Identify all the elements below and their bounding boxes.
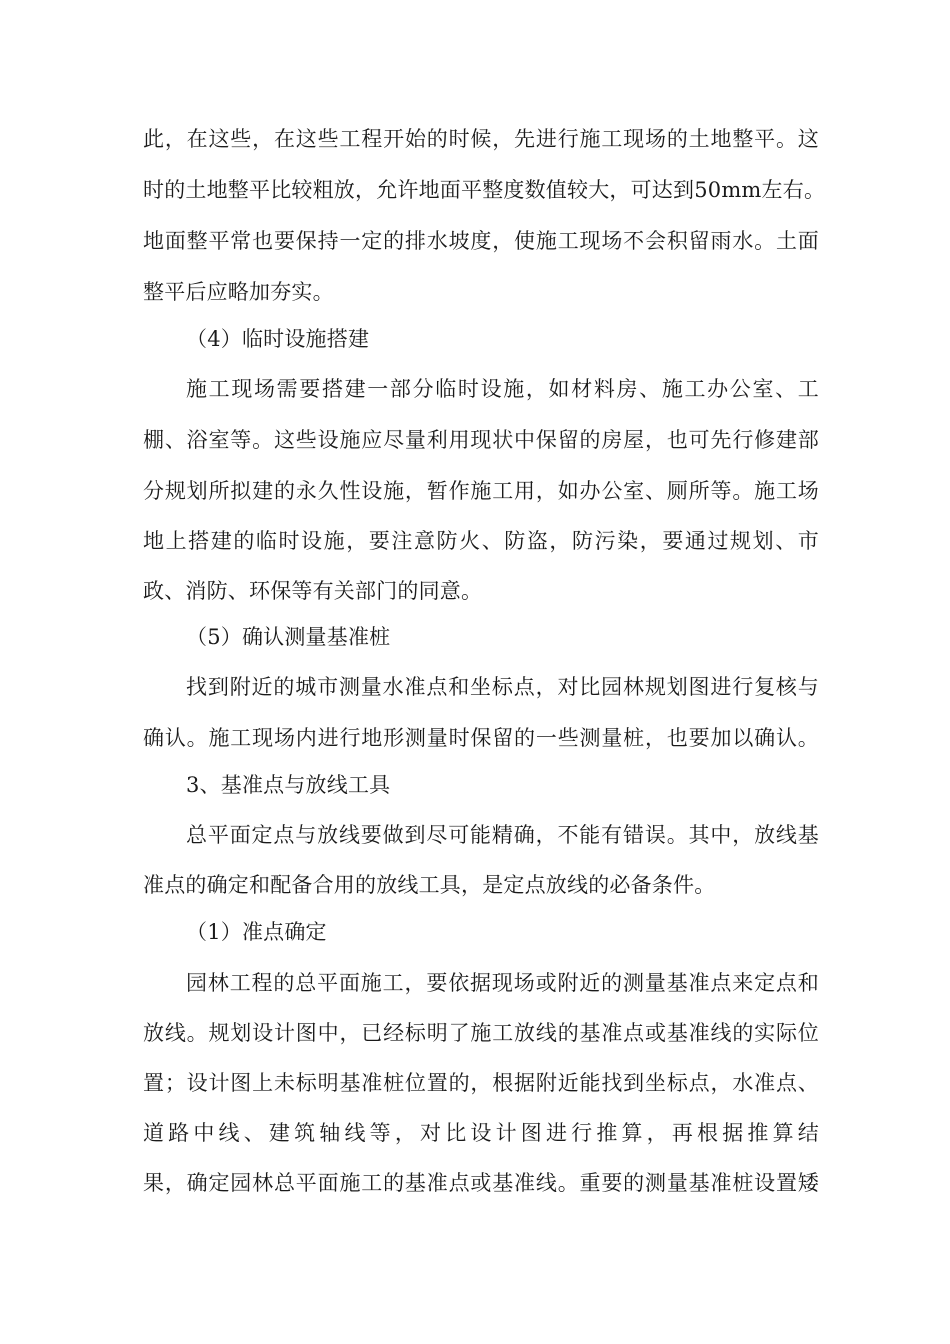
paragraph-line: 分规划所拟建的永久性设施，暂作施工用，如办公室、厕所等。施工场: [143, 479, 819, 503]
paragraph-line: 地上搭建的临时设施，要注意防火、防盗，防污染，要通过规划、市: [143, 529, 819, 553]
paragraph-line: 政、消防、环保等有关部门的同意。: [143, 579, 483, 603]
section-heading: （4）临时设施搭建: [186, 327, 370, 351]
paragraph-line: 地面整平常也要保持一定的排水坡度，使施工现场不会积留雨水。土面: [143, 229, 819, 253]
paragraph-line: 果，确定园林总平面施工的基准点或基准线。重要的测量基准桩设置矮: [143, 1171, 819, 1195]
paragraph-line: 施工现场需要搭建一部分临时设施，如材料房、施工办公室、工: [186, 377, 819, 401]
paragraph-line: 置；设计图上未标明基准桩位置的，根据附近能找到坐标点，水准点、: [143, 1071, 819, 1095]
paragraph-line: 确认。施工现场内进行地形测量时保留的一些测量桩，也要加以确认。: [143, 726, 819, 750]
paragraph-line: 棚、浴室等。这些设施应尽量利用现状中保留的房屋，也可先行修建部: [143, 428, 819, 452]
paragraph-line: 道路中线、建筑轴线等，对比设计图进行推算，再根据推算结: [143, 1121, 819, 1145]
paragraph-line: 准点的确定和配备合用的放线工具，是定点放线的必备条件。: [143, 873, 716, 897]
section-heading: （5）确认测量基准桩: [186, 625, 391, 649]
paragraph-line: 找到附近的城市测量水准点和坐标点，对比园林规划图进行复核与: [186, 675, 819, 699]
paragraph-line: 整平后应略加夯实。: [143, 280, 334, 304]
section-heading: 3、基准点与放线工具: [186, 773, 391, 797]
paragraph-line: 园林工程的总平面施工，要依据现场或附近的测量基准点来定点和: [186, 971, 819, 995]
section-heading: （1）准点确定: [186, 920, 327, 944]
paragraph-line: 总平面定点与放线要做到尽可能精确，不能有错误。其中，放线基: [186, 823, 819, 847]
paragraph-line: 时的土地整平比较粗放，允许地面平整度数值较大，可达到50mm左右。: [143, 178, 826, 202]
paragraph-line: 放线。规划设计图中，已经标明了施工放线的基准点或基准线的实际位: [143, 1021, 819, 1045]
paragraph-line: 此，在这些，在这些工程开始的时候，先进行施工现场的土地整平。这: [143, 127, 819, 151]
